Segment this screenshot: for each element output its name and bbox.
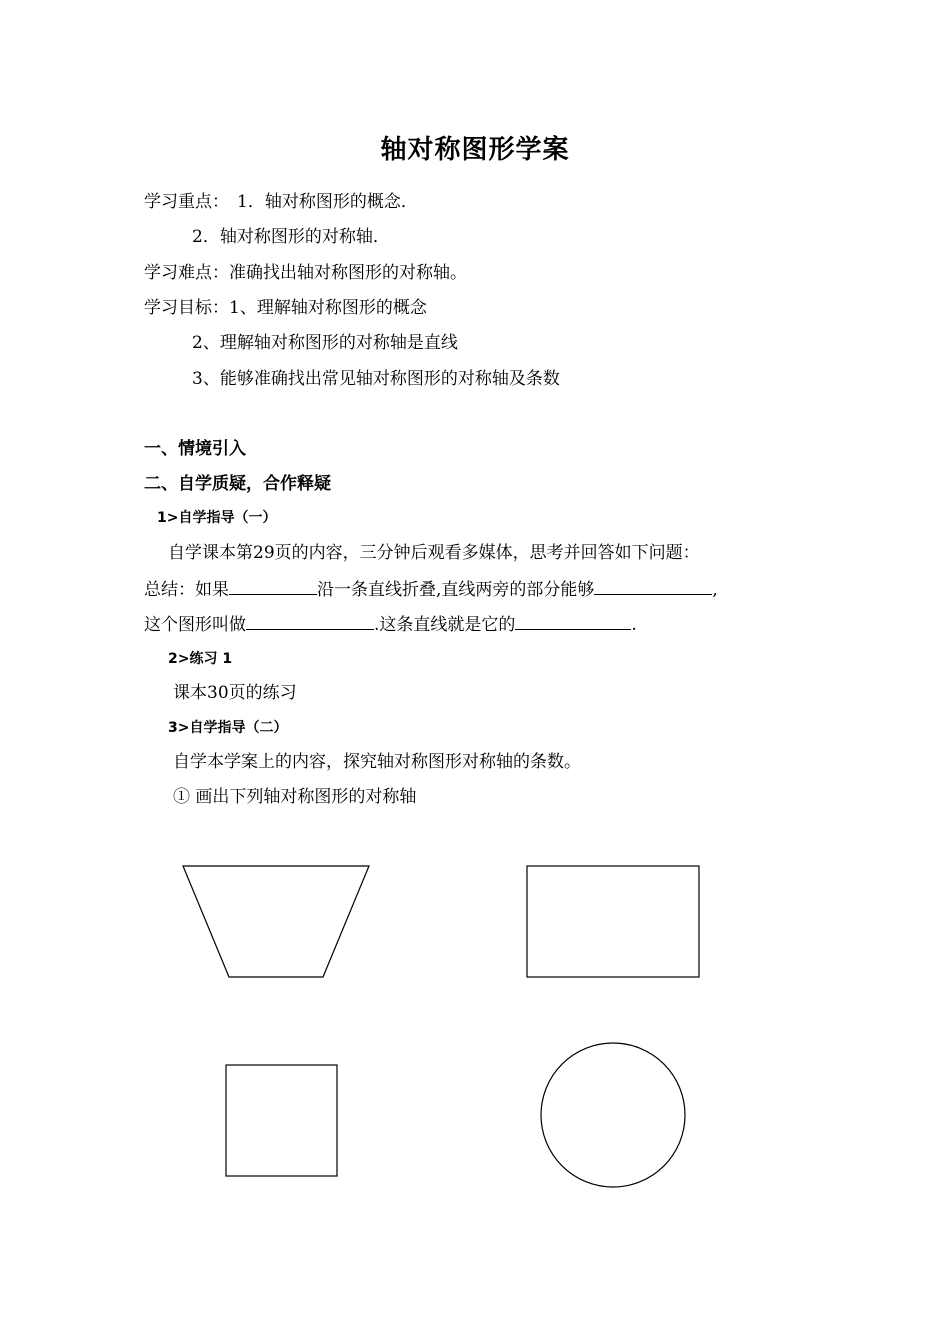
square-shape	[226, 1065, 337, 1176]
difficulty-line: 学习难点：准确找出轴对称图形的对称轴。	[144, 263, 467, 283]
summary-text-b: 沿一条直线折叠,直线两旁的部分能够	[317, 580, 595, 600]
focus-item-1: 1．轴对称图形的概念．	[237, 192, 418, 212]
section-heading-2: 二、自学质疑，合作释疑	[144, 474, 331, 494]
summary-text-a: 总结：如果	[144, 580, 229, 600]
trapezoid-shape	[183, 866, 369, 977]
guide-1-text: 自学课本第29页的内容，三分钟后观看多媒体，思考并回答如下问题：	[168, 543, 700, 563]
guide-2-text: 自学本学案上的内容，探究轴对称图形对称轴的条数。	[173, 752, 581, 772]
circle-shape	[541, 1043, 685, 1187]
goal-line-3: 3、能够准确找出常见轴对称图形的对称轴及条数	[192, 369, 560, 389]
guide-1-heading: 1>自学指导（一）	[157, 510, 277, 526]
goal-line-2: 2、理解轴对称图形的对称轴是直线	[192, 333, 458, 353]
focus-item-2: 2．轴对称图形的对称轴．	[192, 227, 390, 247]
summary-text-d: 这个图形叫做	[144, 615, 246, 635]
rectangle-shape	[527, 866, 699, 977]
practice-1-text: 课本30页的练习	[173, 683, 297, 703]
page-title: 轴对称图形学案	[380, 135, 570, 165]
guide-2-task: ① 画出下列轴对称图形的对称轴	[173, 787, 417, 807]
section-heading-1: 一、情境引入	[144, 439, 246, 459]
summary-text-f: .	[631, 615, 637, 635]
practice-1-heading: 2>练习 1	[168, 651, 233, 667]
goal-line-1: 学习目标：1、理解轴对称图形的概念	[144, 298, 427, 318]
summary-text-e: .这条直线就是它的	[374, 615, 516, 635]
guide-2-heading: 3>自学指导（二）	[168, 720, 288, 736]
focus-label: 学习重点：	[144, 192, 229, 212]
summary-text-c: ,	[712, 580, 718, 600]
